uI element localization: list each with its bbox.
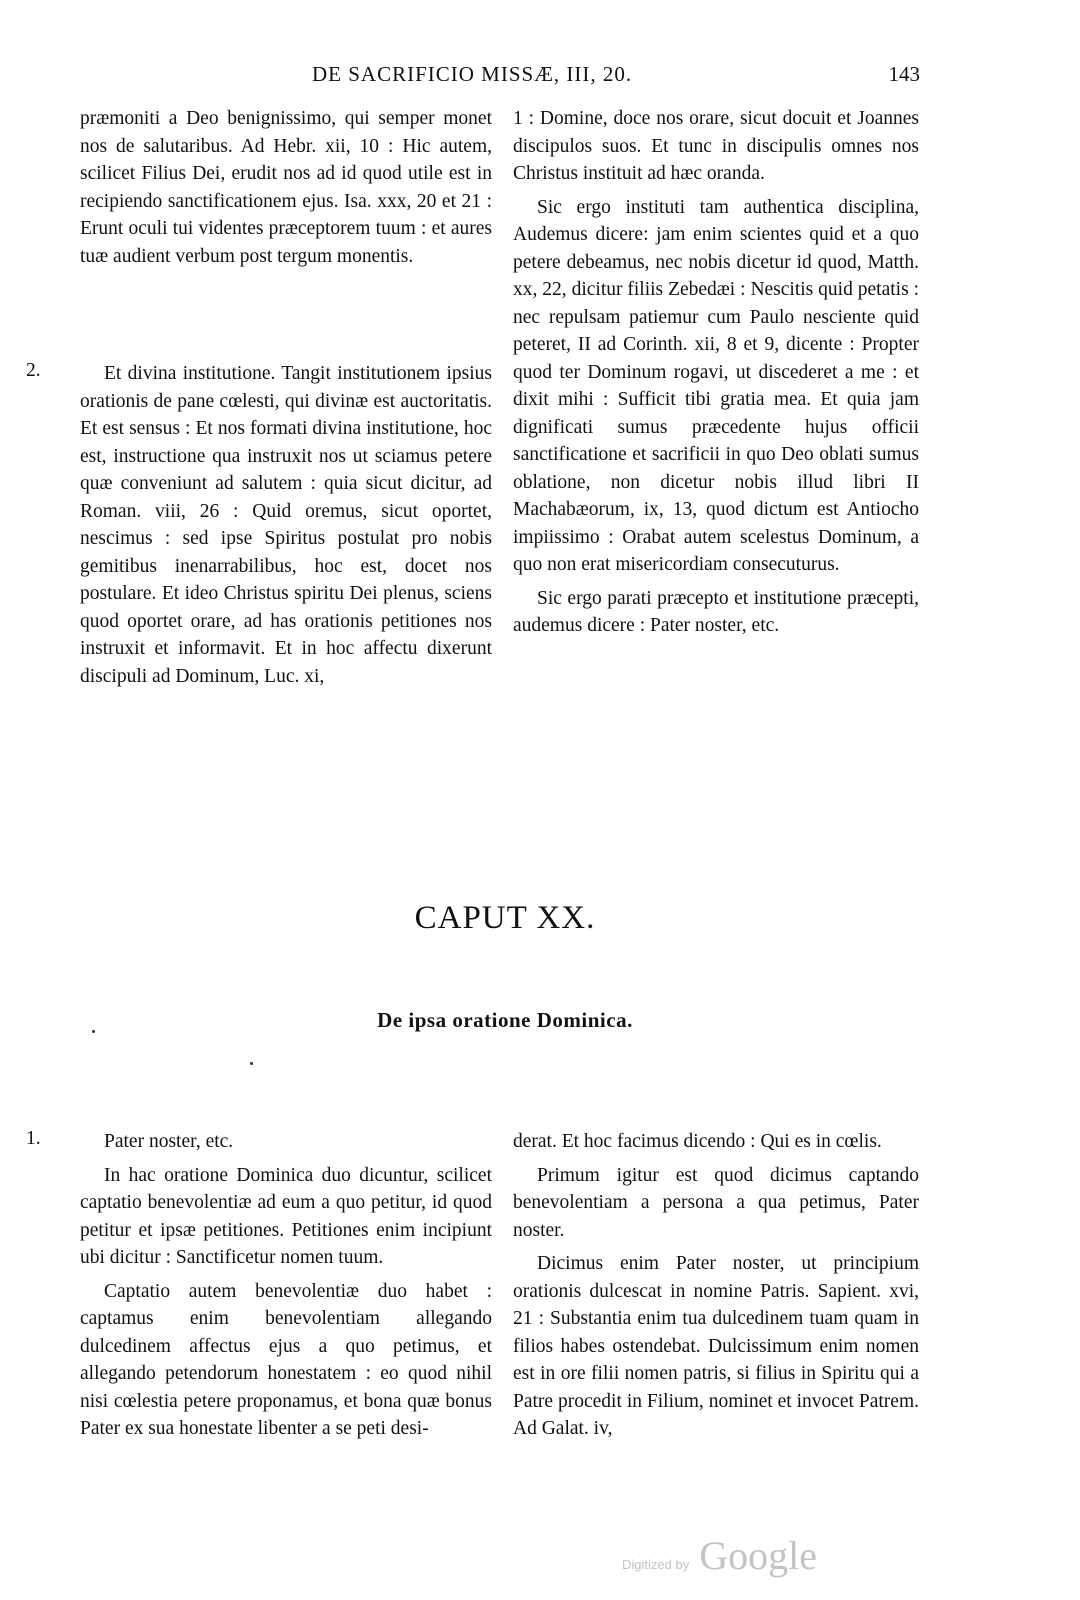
left-column-section-2 [80,360,492,690]
paragraph: præmoniti a Deo benignissimo, qui semper monet nos de salutaribus. Ad Hebr. xii, 10 : Hic autem, scilicet Filius Dei, erudit nos ad id quod utile est in recipiendo sanctificationem ejus. Isa. xxx, 20 et 21 : Erunt oculi tui videntes præceptorem tuum : et aures tuæ audient verbum post tergum monentis. [80,108,492,267]
print-speck [92,1030,95,1033]
digitized-label: Digitized by [622,1557,690,1572]
chapter-title: CAPUT XX. [414,900,596,936]
margin-number-1: 1. [26,1128,41,1149]
paragraph: 1 : Domine, doce nos orare, sicut docuit et Joannes discipulos suos. Et tunc in discipulis omnes nos Christus instituit ad hæc oranda. [513,108,919,184]
paragraph: In hac oratione Dominica duo dicuntur, scilicet captatio benevolentiæ ad eum a quo petitur, id quod petitur et ipsæ petitiones. Petitiones enim incipiunt ubi dicitur : Sanctificetur nomen tuum. [80,1164,492,1268]
google-logo: Google [699,1533,817,1578]
paragraph: Primum igitur est quod dicimus captando benevolentiam a persona a qua petimus, Pater noster. [513,1164,919,1241]
paragraph: derat. Et hoc facimus dicendo : Qui es in cœlis. [513,1131,882,1152]
right-column-top [513,105,919,640]
paragraph: Captatio autem benevolentiæ duo habet : captamus enim benevolentiam allegando dulcedinem affectus ejus a quo petimus, et allegando petendorum honestatem : eo quod nihil nisi cœlestia petere proponamus, et bona quæ bonus Pater ex sua honestate libenter a se peti desi- [80,1280,492,1439]
page-number: 143 [888,62,920,86]
paragraph: Sic ergo instituti tam authentica disciplina, Audemus dicere: jam enim scientes quid et a quo petere debeamus, nec nobis dicetur id quod, Matth. xx, 22, dicitur filiis Zebedæi : Nescitis quid petatis : nec repulsam patiemur cum Paulo nesciente quid peteret, II ad Corinth. xii, 8 et 9, dicente : Propter quod ter Dominum rogavi, ut discederet a me : et dixit mihi : Sufficit tibi gratia mea. Et quia jam dignificati sumus præcedente hujus officii sanctificatione et sacrificii in quo Deo oblati sumus oblatione, non dicetur nobis illud libri II Machabæorum, ix, 13, quod dictum est Antiocho impiissimo : Orabat autem scelestus Dominum, a quo non erat misericordiam consecuturus. [513,196,919,575]
print-speck [250,1062,253,1065]
running-title: DE SACRIFICIO MISSÆ, III, 20. [312,62,633,86]
paragraph: Et divina institutione. Tangit institutionem ipsius orationis de pane cœlesti, qui divinæ est auctoritatis. Et est sensus : Et nos formati divina institutione, hoc est, instructione qua instruxit nos ut sciamus petere quæ conveniunt ad salutem : quia sicut dicitur, ad Roman. viii, 26 : Quid oremus, sicut oportet, nescimus : sed ipse Spiritus postulat pro nobis gemitibus inenarrabilibus, hoc est, docet nos postulare. Et ideo Christus spiritu Dei plenus, sciens quod oportet orare, ad has orationis petitiones nos instruxit et informavit. Et in hoc affectu dixerunt discipuli ad Dominum, Luc. xi, [80,363,492,687]
left-column-top [80,105,492,270]
paragraph: Dicimus enim Pater noster, ut principium orationis dulcescat in nomine Patris. Sapient. xvi, 21 : Substantia enim tua dulcedinem tuam quam in filios habes ostendebat. Dulcissimum enim nomen est in ore filii nomen patris, si filius in Spiritu qui a Patre procedit in Filium, nominet et invocet Patrem. Ad Galat. iv, [513,1253,919,1439]
paragraph: Sic ergo parati præcepto et institutione præcepti, audemus dicere : Pater noster, etc. [513,587,919,636]
chapter-subtitle: De ipsa oratione Dominica. [377,1008,633,1032]
left-column-bottom [80,1128,492,1443]
right-column-bottom [513,1128,919,1443]
running-header [80,62,920,92]
google-watermark [622,1532,817,1579]
paragraph: Pater noster, etc. [104,1131,234,1152]
margin-number-2: 2. [26,360,41,381]
